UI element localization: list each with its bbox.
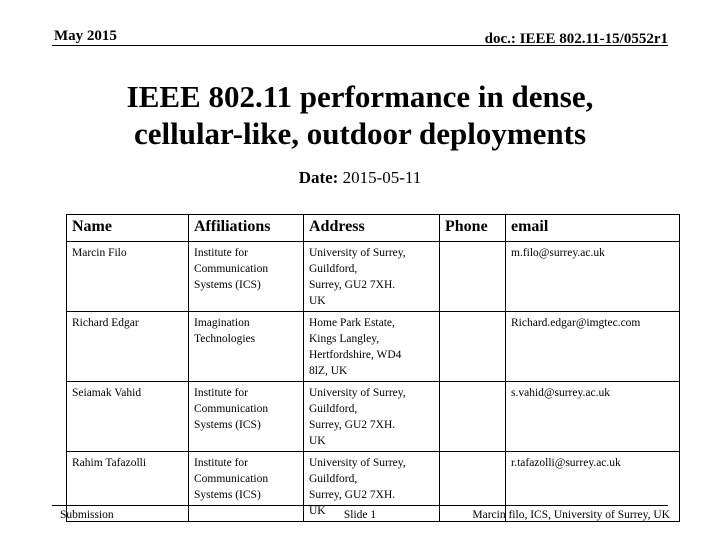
affiliation-line: Communication	[194, 403, 269, 415]
address-line: Kings Langley,	[309, 333, 380, 345]
slide-title-line-1: IEEE 802.11 performance in dense,	[126, 79, 594, 114]
author-phone	[440, 382, 506, 452]
affiliation-line: Systems (ICS)	[194, 419, 261, 431]
author-address	[304, 242, 440, 312]
author-phone	[440, 242, 506, 312]
affiliation-line: Systems (ICS)	[194, 279, 261, 291]
affiliation-line: Communication	[194, 263, 269, 275]
address-line: University of Surrey,	[309, 387, 406, 399]
address-line: Hertfordshire, WD4	[309, 349, 402, 361]
author-phone	[440, 312, 506, 382]
affiliation-line: Systems (ICS)	[194, 489, 261, 501]
slide-title	[60, 78, 660, 152]
affiliation-line: Technologies	[194, 333, 256, 345]
slide-title-line-2: cellular-like, outdoor deployments	[133, 116, 587, 151]
column-header-email: email	[506, 215, 680, 242]
column-header-affiliations: Affiliations	[189, 215, 304, 242]
table-row	[67, 312, 680, 382]
header-doc-id: doc.: IEEE 802.11-15/0552r1	[484, 31, 668, 47]
affiliation-line: Institute for	[194, 457, 248, 469]
footer-author: Marcin filo, ICS, University of Surrey, UK	[472, 509, 670, 521]
address-line: Surrey, GU2 7XH.	[309, 419, 396, 431]
address-line: 8lZ, UK	[309, 365, 348, 377]
date-value: 2015-05-11	[342, 168, 422, 187]
address-line: UK	[309, 435, 326, 447]
footer-slide-number: Slide 1	[343, 509, 377, 521]
author-affiliation	[189, 312, 304, 382]
footer-divider	[52, 505, 668, 506]
address-line: UK	[309, 505, 326, 517]
author-name: Rahim Tafazolli	[67, 452, 189, 522]
address-line: University of Surrey,	[309, 457, 406, 469]
table-header-row	[67, 215, 680, 242]
header-divider	[52, 45, 668, 46]
address-line: Guildford,	[309, 263, 358, 275]
author-name: Seiamak Vahid	[67, 382, 189, 452]
address-line: Home Park Estate,	[309, 317, 395, 329]
authors-table	[66, 214, 680, 522]
author-affiliation	[189, 382, 304, 452]
address-line: Guildford,	[309, 473, 358, 485]
column-header-address: Address	[304, 215, 440, 242]
author-name: Richard Edgar	[67, 312, 189, 382]
address-line: Guildford,	[309, 403, 358, 415]
author-address	[304, 382, 440, 452]
author-email: r.tafazolli@surrey.ac.uk	[506, 452, 680, 522]
footer-submission: Submission	[60, 509, 114, 521]
author-address	[304, 312, 440, 382]
author-name: Marcin Filo	[67, 242, 189, 312]
header-date: May 2015	[54, 28, 117, 44]
address-line: UK	[309, 295, 326, 307]
address-line: Surrey, GU2 7XH.	[309, 279, 396, 291]
table-row	[67, 382, 680, 452]
column-header-phone: Phone	[440, 215, 506, 242]
affiliation-line: Institute for	[194, 247, 248, 259]
author-email: Richard.edgar@imgtec.com	[506, 312, 680, 382]
table-row	[67, 242, 680, 312]
address-line: Surrey, GU2 7XH.	[309, 489, 396, 501]
author-affiliation	[189, 242, 304, 312]
author-email: s.vahid@surrey.ac.uk	[506, 382, 680, 452]
column-header-name: Name	[67, 215, 189, 242]
date-label: Date:	[298, 168, 339, 187]
address-line: University of Surrey,	[309, 247, 406, 259]
author-email: m.filo@surrey.ac.uk	[506, 242, 680, 312]
date-line	[60, 168, 660, 188]
affiliation-line: Communication	[194, 473, 269, 485]
affiliation-line: Institute for	[194, 387, 248, 399]
affiliation-line: Imagination	[194, 317, 250, 329]
